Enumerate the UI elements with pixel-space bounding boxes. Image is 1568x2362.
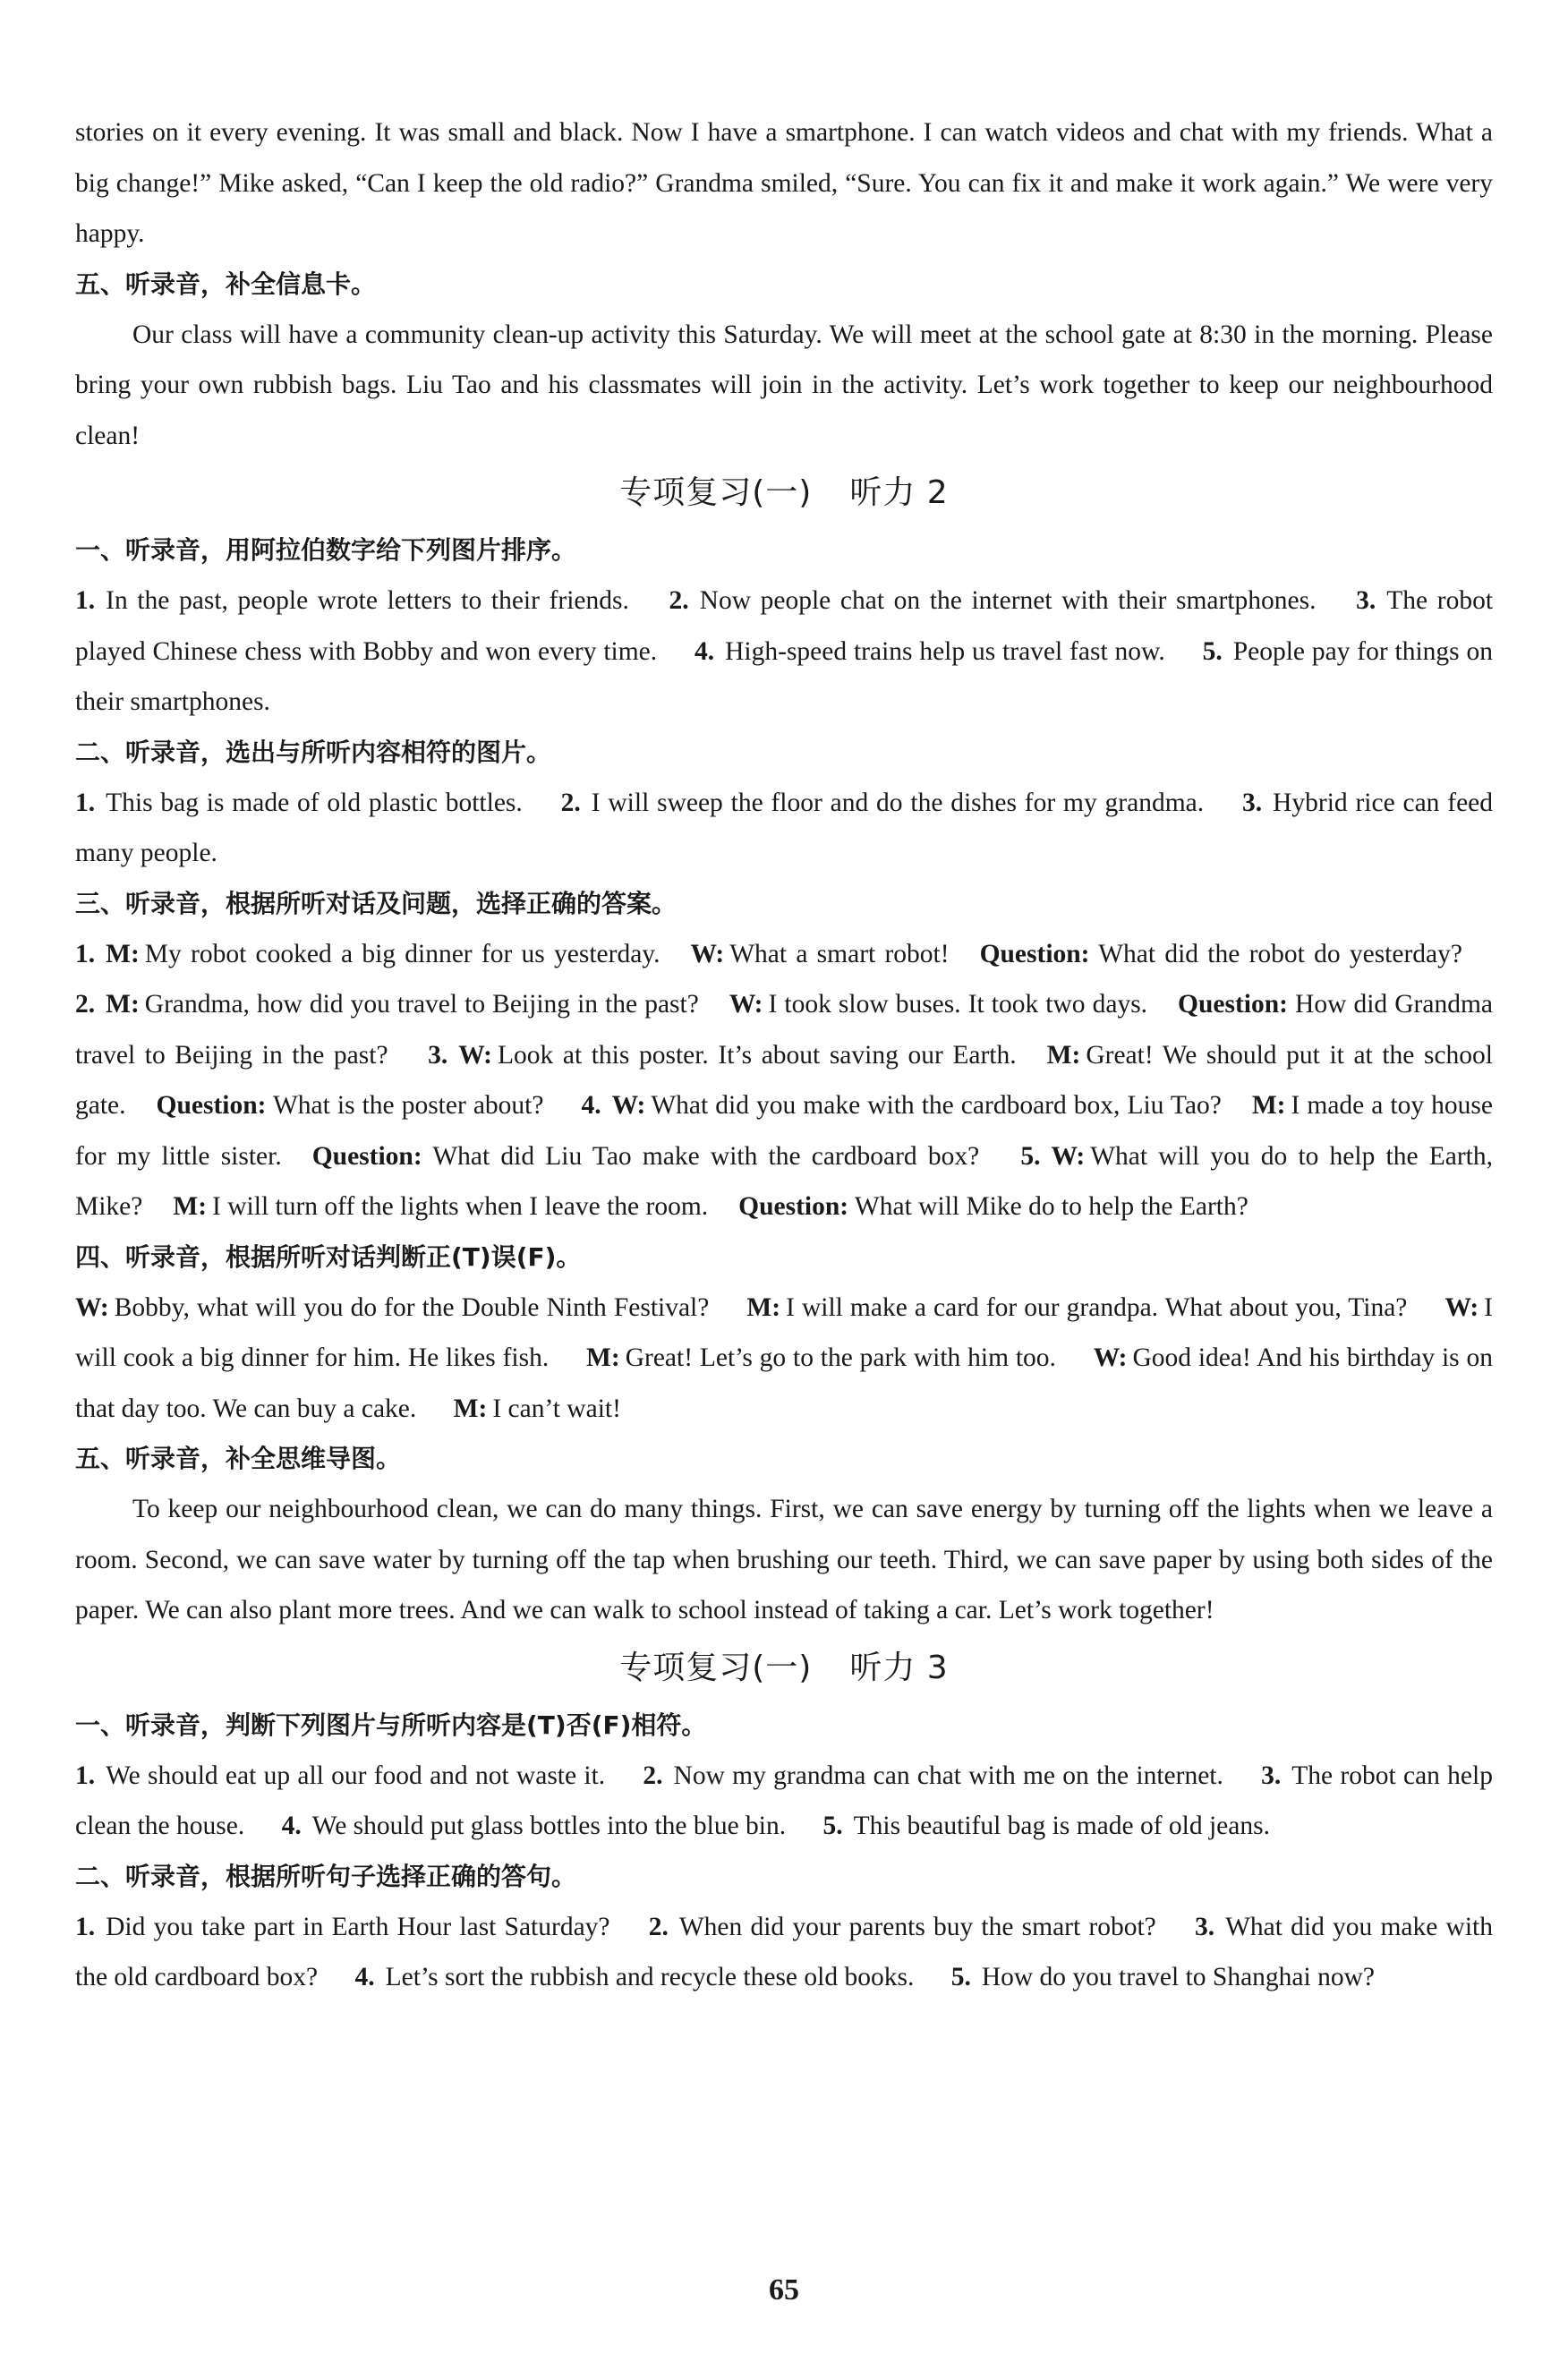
unit-title-part: 听力 2	[849, 474, 949, 511]
list-item: 1. We should eat up all our food and not waste it.	[75, 1761, 606, 1790]
list-item: 1. This bag is made of old plastic bottles.	[75, 788, 523, 817]
list-item: 4. High-speed trains help us travel fast now.	[695, 636, 1165, 666]
list-item: 3. The robot played Chinese chess with Bobby and won every time.	[75, 586, 1494, 666]
unit-title-series: 专项复习(一)	[619, 1649, 813, 1686]
list-item: 4. Let’s sort the rubbish and recycle these old books.	[354, 1963, 915, 1991]
item-list	[75, 778, 1493, 879]
dialogue-item: 1. M: My robot cooked a big dinner for us yesterday. W: What a smart robot! Question: What did the robot do yesterday?	[75, 939, 1462, 968]
dialogue-item: 3. W: Look at this poster. It’s about saving our Earth. M: Great! We should put it at the school gate. Question: What is the poster about?	[75, 1040, 1493, 1120]
unit-title	[75, 461, 1493, 525]
list-item: 5. People pay for things on their smartphones.	[75, 636, 1493, 716]
item-list	[75, 1902, 1493, 2003]
list-item: 1. In the past, people wrote letters to their friends.	[75, 586, 629, 615]
section-heading: 一、听录音，用阿拉伯数字给下列图片排序。	[75, 535, 577, 565]
unit-title	[75, 1636, 1493, 1701]
section-heading: 二、听录音，根据所听句子选择正确的答句。	[75, 1861, 577, 1891]
top-paragraph: stories on it every evening. It was small and black. Now I have a smartphone. I can watch videos and chat with my friends. What a big change!” Mike asked, “Can I keep the old radio?” Grandma smiled, “Sure. You can fix it and make it work again.” We were very happy.	[75, 118, 1493, 248]
item-list	[75, 1751, 1493, 1852]
dialogue-item: 2. M: Grandma, how did you travel to Beijing in the past? W: I took slow buses. It took two days. Question: How did Grandma travel to Beijing in the past?	[75, 990, 1493, 1070]
section-heading: 五、听录音，补全信息卡。	[75, 269, 377, 299]
list-item: 5. How do you travel to Shanghai now?	[950, 1963, 1375, 1991]
page-number: 65	[769, 2273, 799, 2307]
dialogue: W: Bobby, what will you do for the Double Ninth Festival? M: I will make a card for our grandpa. What about you, Tina? W: I will cook a big dinner for him. He likes fish. M: Great! Let’s go to the park with him too. W: Good idea! And his birthday is on that day too. We can buy a cake. M: I can’t wait!	[75, 1292, 1493, 1423]
listening-script: Our class will have a community clean-up activity this Saturday. We will meet at the school gate at 8:30 in the morning. Please bring your own rubbish bags. Liu Tao and his classmates will join in the activity. Let’s work together to keep our neighbourhood clean!	[75, 320, 1493, 450]
list-item: 5. This beautiful bag is made of old jeans.	[822, 1812, 1270, 1840]
page-content	[75, 107, 1493, 2003]
list-item: 2. Now my grandma can chat with me on the internet.	[643, 1761, 1223, 1790]
section-heading: 四、听录音，根据所听对话判断正(T)误(F)。	[75, 1241, 582, 1272]
list-item: 4. We should put glass bottles into the blue bin.	[281, 1812, 787, 1840]
list-item: 1. Did you take part in Earth Hour last Saturday?	[75, 1912, 610, 1941]
list-item: 3. The robot can help clean the house.	[75, 1761, 1493, 1840]
list-item: 3. What did you make with the old cardboard box?	[75, 1912, 1494, 1991]
list-item: 2. I will sweep the floor and do the dishes for my grandma.	[560, 788, 1205, 817]
dialogue-item: 5. W: What will you do to help the Earth, Mike? M: I will turn off the lights when I leave the room. Question: What will Mike do to help the Earth?	[75, 1141, 1494, 1221]
unit-title-series: 专项复习(一)	[619, 474, 813, 511]
section-heading: 三、听录音，根据所听对话及问题，选择正确的答案。	[75, 888, 677, 918]
section-heading: 一、听录音，判断下列图片与所听内容是(T)否(F)相符。	[75, 1710, 707, 1740]
dialogue-list	[75, 929, 1493, 1232]
section-heading: 五、听录音，补全思维导图。	[75, 1444, 402, 1473]
listening-script: To keep our neighbourhood clean, we can do many things. First, we can save energy by turning off the lights when we leave a room. Second, we can save water by turning off the tap when brushing our teeth. Third, we can save paper by using both sides of the paper. We can also plant more trees. And we can walk to school instead of taking a car. Let’s work together!	[75, 1495, 1493, 1624]
section-heading: 二、听录音，选出与所听内容相符的图片。	[75, 737, 552, 767]
list-item: 2. Now people chat on the internet with their smartphones.	[669, 586, 1317, 615]
list-item: 3. Hybrid rice can feed many people.	[75, 788, 1494, 867]
dialogue-item: 4. W: What did you make with the cardboard box, Liu Tao? M: I made a toy house for my little sister. Question: What did Liu Tao make with the cardboard box?	[75, 1091, 1493, 1171]
item-list	[75, 576, 1493, 728]
list-item: 2. When did your parents buy the smart robot?	[648, 1912, 1156, 1941]
unit-title-part: 听力 3	[849, 1649, 949, 1686]
